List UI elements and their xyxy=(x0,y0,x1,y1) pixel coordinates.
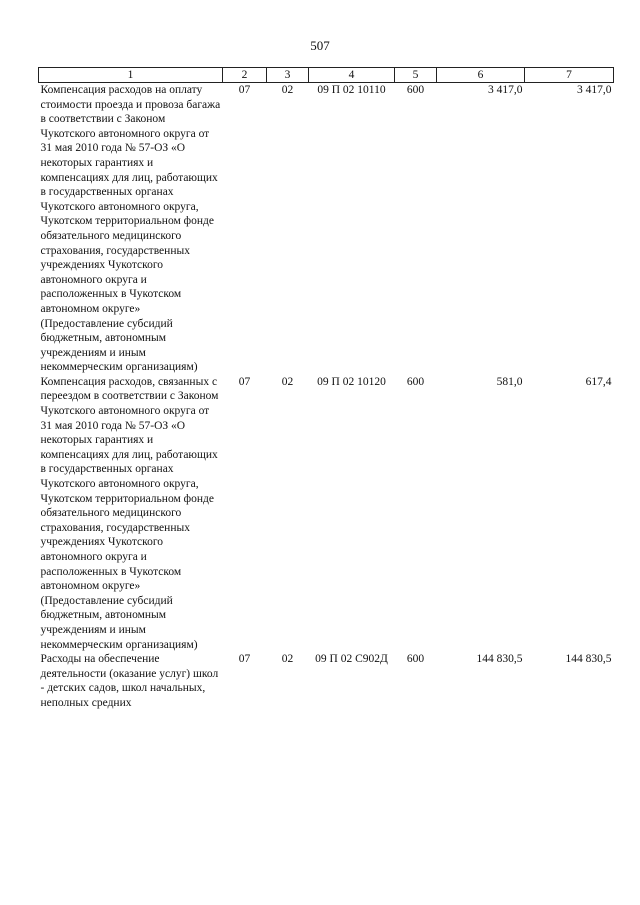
column-header-1: 1 xyxy=(39,68,223,83)
row-description: Компенсация расходов, связанных с переездом в соответствии с Законом Чукотского автономного округа от 31 мая 2010 года № 57-ОЗ «О некоторых гарантиях и компенсациях для лиц, работающих в государственных органах Чукотского автономного округа, Чукотском территориальном фонде обязательного медицинского страхования, государственных учреждениях Чукотского автономного округа и расположенных в Чукотском автономном округе» (Предоставление субсидий бюджетным, автономным учреждениям и иным некоммерческим организациям) xyxy=(40,375,219,651)
row-section-code: 07 xyxy=(238,84,251,96)
row-target-article-code: 09 П 02 10110 xyxy=(317,84,386,96)
row-amount-col7: 617,4 xyxy=(585,375,612,388)
column-header-5: 5 xyxy=(395,68,437,83)
row-amount-col6: 3 417,0 xyxy=(488,84,523,96)
row-section-code: 07 xyxy=(238,375,251,388)
row-amount-col6: 581,0 xyxy=(496,375,523,388)
row-subsection-code: 02 xyxy=(281,375,294,388)
row-description: Компенсация расходов на оплату стоимости проезда и провоза багажа в соответствии с Законом Чукотского автономного округа от 31 мая 2010 года № 57-ОЗ «О некоторых гарантиях и компенсациях для лиц, работающих в государственных органах Чукотского автономного округа, Чукотском территориальном фонде обязательного медицинского страхования, государственных учреждениях Чукотского автономного округа и расположенных в Чукотском автономном округе» (Предоставление субсидий бюджетным, автономным учреждениям и иным некоммерческим организациям) xyxy=(40,84,221,374)
row-section-code: 07 xyxy=(238,653,251,666)
page-number: 507 xyxy=(310,38,330,53)
column-header-7: 7 xyxy=(525,68,614,83)
row-description: Расходы на обеспечение деятельности (оказание услуг) школ - детских садов, школ начальных, неполных средних xyxy=(40,653,219,709)
row-amount-col6: 144 830,5 xyxy=(476,653,523,666)
row-amount-col7: 144 830,5 xyxy=(565,653,612,666)
column-header-3: 3 xyxy=(267,68,309,83)
row-target-article-code: 09 П 02 10120 xyxy=(317,375,386,388)
row-subsection-code: 02 xyxy=(281,84,294,96)
row-expense-type-code: 600 xyxy=(406,375,425,388)
column-header-2: 2 xyxy=(223,68,267,83)
row-expense-type-code: 600 xyxy=(406,653,425,666)
row-amount-col7: 3 417,0 xyxy=(577,84,612,96)
column-number-header-row xyxy=(39,68,614,83)
table-row xyxy=(39,83,614,375)
table-row xyxy=(39,375,614,652)
row-target-article-code: 09 П 02 С902Д xyxy=(315,653,388,666)
row-expense-type-code: 600 xyxy=(406,84,425,96)
column-header-4: 4 xyxy=(309,68,395,83)
row-subsection-code: 02 xyxy=(281,653,294,666)
column-header-6: 6 xyxy=(437,68,525,83)
table-row xyxy=(39,652,614,710)
budget-table xyxy=(38,67,614,711)
